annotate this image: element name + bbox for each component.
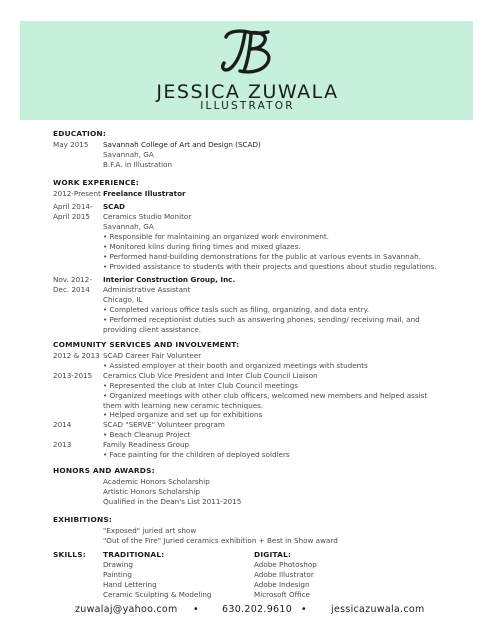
job-date-start: Nov. 2012- [53, 275, 92, 284]
footer-email[interactable]: zuwalaj@yahoo.com [75, 604, 178, 615]
education-heading: EDUCATION: [53, 129, 106, 138]
honor-item: Academic Honors Scholarship [103, 477, 210, 486]
community-line: • Organized meetings with other club officers, welcomed new members and helped assist [103, 390, 428, 400]
skill-traditional: Drawing [103, 560, 133, 569]
community-line: • Represented the club at Inter Club Council meetings [103, 380, 298, 390]
job-role: Ceramics Studio Monitor [103, 212, 192, 221]
education-date: May 2015 [53, 140, 89, 149]
job-date-end: Dec. 2014 [53, 285, 90, 294]
community-line: Ceramics Club Vice President and Inter Club Council Liaison [103, 370, 318, 380]
skill-digital: Microsoft Office [254, 590, 310, 599]
community-line: SCAD Career Fair Volunteer [103, 351, 202, 360]
job-org: SCAD [103, 202, 125, 211]
exhibition-item: "Exposed" juried art show [103, 526, 197, 535]
job-title: Freelance Illustrator [103, 189, 186, 198]
community-date: 2014 [53, 420, 72, 430]
honor-item: Qualified in the Dean's List 2011-2015 [103, 497, 242, 506]
job-bullet: • Provided assistance to students with their projects and questions about studio regulations. [103, 262, 437, 271]
job-location: Savannah, GA [103, 222, 154, 231]
job-date-end: April 2015 [53, 212, 91, 221]
skill-digital: Adobe Indesign [254, 580, 310, 589]
skill-digital: Adobe Illustrator [254, 570, 314, 579]
digital-heading: DIGITAL: [254, 550, 292, 559]
footer-separator: • [193, 604, 199, 615]
jz-monogram-logo [218, 27, 278, 79]
job-bullet: • Monitored kilns during firing times and mixed glazes. [103, 242, 301, 251]
job-location: Chicago, IL [103, 295, 143, 304]
education-degree: B.F.A. in Illustration [103, 160, 173, 169]
traditional-heading: TRADITIONAL: [103, 550, 165, 559]
community-line: SCAD "SERVE" Volunteer program [103, 420, 225, 430]
skill-traditional: Painting [103, 570, 132, 579]
applicant-name: JESSICA ZUWALA [156, 81, 339, 103]
job-date: 2012-Present [53, 189, 101, 198]
education-school: Savannah College of Art and Design (SCAD) [103, 140, 261, 149]
job-bullet: • Completed various office tasls such as filing, organizing, and data entry. [103, 305, 370, 314]
skills-heading: SKILLS: [53, 550, 86, 559]
applicant-title: ILLUSTRATOR [200, 100, 295, 112]
job-bullet: • Performed hand-building demonstrations for the public at various events in Savannah. [103, 252, 421, 261]
community-line: • Helped organize and set up for exhibitions [103, 410, 263, 420]
footer-separator: • [301, 604, 307, 615]
community-heading: COMMUNITY SERVICES AND INVOLVEMENT: [53, 340, 240, 349]
community-line: them with learning new ceramic techniques. [103, 400, 264, 410]
skill-traditional: Ceramic Sculpting & Modeling [103, 590, 212, 599]
community-date: 2013-2015 [53, 370, 93, 380]
honors-heading: HONORS AND AWARDS: [53, 466, 155, 475]
skill-traditional: Hand Lettering [103, 580, 157, 589]
honor-item: Artistic Honors Scholarship [103, 487, 200, 496]
job-org: Interior Construction Group, Inc. [103, 275, 236, 284]
community-line: Family Readiness Group [103, 440, 190, 450]
community-line: • Assisted employer at their booth and organized meetings with students [103, 360, 368, 370]
education-location: Savannah, GA [103, 150, 154, 159]
job-bullet: • Performed receptionist duties such as answering phones, sending/ receiving mail, and [103, 315, 420, 324]
exhibition-item: "Out of the Fire" Juried ceramics exhibition + Best in Show award [103, 536, 338, 545]
job-bullet: • Responsible for maintaining an organized work environment. [103, 232, 329, 241]
work-heading: WORK EXPERIENCE: [53, 178, 139, 187]
exhibitions-heading: EXHIBITIONS: [53, 515, 113, 524]
footer-website[interactable]: jessicazuwala.com [331, 604, 425, 615]
community-line: • Face painting for the children of deployed soldiers [103, 450, 290, 459]
footer-phone[interactable]: 630.202.9610 [222, 604, 293, 615]
job-role: Administrative Assistant [103, 285, 191, 294]
skill-digital: Adobe Photoshop [254, 560, 317, 569]
job-date-start: April 2014- [53, 202, 93, 211]
job-bullet: providing client assistance. [103, 325, 202, 334]
community-line: • Beach Cleanup Project [103, 430, 191, 440]
community-date: 2013 [53, 440, 72, 450]
community-date: 2012 & 2013 [53, 351, 100, 360]
